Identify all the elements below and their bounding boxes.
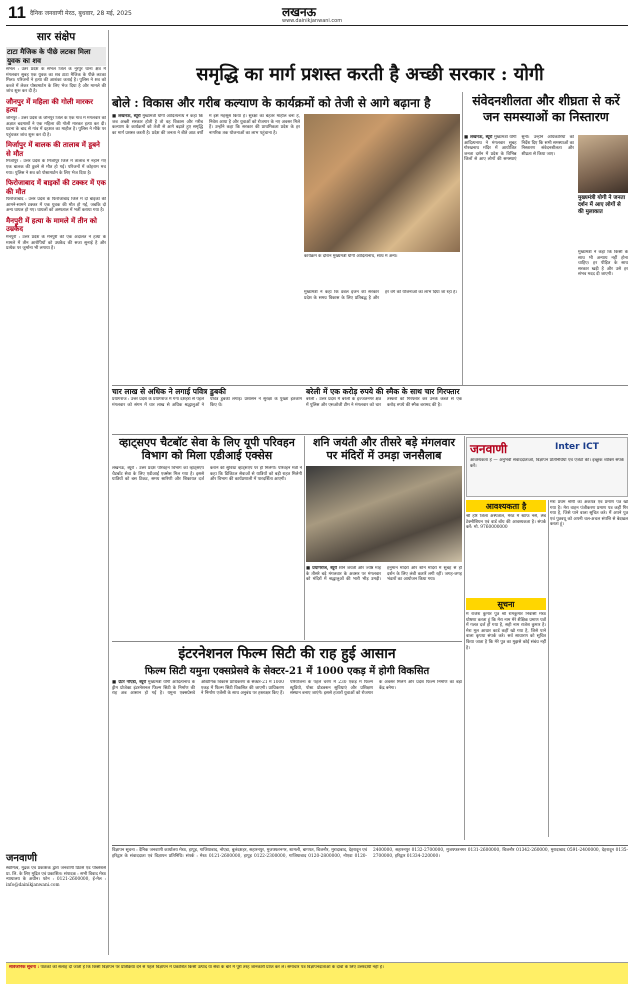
column-divider	[304, 436, 305, 640]
brief-item	[6, 47, 106, 95]
masthead-rule	[6, 25, 628, 26]
brief-item	[6, 217, 106, 252]
column-divider	[464, 436, 465, 840]
film-city-headline: फिल्म सिटी यमुना एक्सप्रेसवे के सेक्टर-21 में 1000 एकड़ में होगी विकसित	[144, 666, 430, 677]
ad-body: आवश्यकता है — अनुभवी संवाददाताओं, विज्ञापन प्रतिनिधियों एवं एजेंटों की। इच्छुक व्यक्ति संपर्क करें।	[470, 458, 624, 469]
lead-photo-caption: कार्यक्रम के दौरान मुख्यमंत्री योगी आदित्यनाथ, साथ में अन्य।	[304, 254, 398, 259]
film-city-kicker: इंटरनेशनल फिल्म सिटी की राह हुई आसान	[178, 646, 396, 662]
story-d-dateline: ■ प्रयागराज, ब्यूरो	[306, 566, 338, 571]
right-story-dateline: ■ लखनऊ, ब्यूरो	[464, 135, 493, 140]
brief-body: मिर्जापुर : उत्तर प्रदेश के मिर्जापुर जिले में तालाब में नहाने गए एक बालक की डूबने से मौत हो गई। परिजनों में कोहराम मच गया। पुलिस ने शव को पोस्टमार्टम के लिए भेज दिया है।	[6, 159, 106, 176]
site-url[interactable]: www.dainikjanwani.com	[282, 18, 343, 24]
advertisement[interactable]	[466, 437, 628, 497]
brief-title: मैनपुरी में हत्या के मामले में तीन को उम्रकैद	[6, 215, 97, 234]
film-city-body	[112, 680, 462, 840]
classifieds-heading: आवश्यकता है	[466, 500, 546, 512]
brief-body: जौनपुर : उत्तर प्रदेश के जौनपुर जिले के एक गांव में मंगलवार को अज्ञात बदमाशों ने एक महिला की गोली मारकर हत्या कर दी। घटना के बाद से गांव में दहशत का माहौल है। पुलिस ने मौके पर पहुंचकर जांच शुरू कर दी है।	[6, 115, 106, 138]
brief-item	[6, 141, 106, 176]
story-b-body: बरेली : उत्तर प्रदेश में बरेली के इज्जतनगर क्षेत्र में पुलिस और एसओजी टीम ने मंगलवार को चार तस्करों को गिरफ्तार कर उनके कब्जे से एक करोड़ रुपये की स्मैक बरामद की है।	[306, 397, 462, 408]
column-divider	[108, 30, 109, 955]
classifieds-body: श्री हरि जिला अस्पताल, मेरठ में स्टाफ नर्स, लैब टेक्नीशियन एवं वार्ड बॉय की आवश्यकता है। संपर्क करें: मो. 9760000000	[466, 514, 546, 531]
right-story-deck: मुख्यमंत्री योगी ने जनता दर्शन में आए लोगों से की मुलाकात	[578, 195, 626, 215]
story-d-headline: शनि जयंती और तीसरे बड़े मंगलवार पर मंदिरों में उमड़ा जनसैलाब	[313, 436, 455, 462]
right-story-body-continued: मुख्यमंत्री ने कहा कि किसी के साथ भी अन्याय नहीं होना चाहिए। हर पीड़ित के साथ सरकार खड़ी है और उसे हर संभव मदद दी जाएगी।	[578, 250, 628, 278]
imprint	[6, 850, 106, 960]
story-b-headline: बरेली में एक करोड़ रुपये की स्मैक के साथ चार गिरफ्तार	[306, 387, 460, 396]
section-rule	[112, 434, 628, 435]
cm-portrait-photo	[578, 135, 628, 193]
footer-label: सार्वजनिक सूचना :	[9, 965, 40, 970]
edition-name: लखनऊ	[282, 5, 317, 19]
story-a-body: प्रयागराज : उत्तर प्रदेश के प्रयागराज में गंगा दशहरा से पहले मंगलवार को संगम में चार लाख से अधिक श्रद्धालुओं ने पवित्र डुबकी लगाई। प्रशासन ने सुरक्षा के पुख्ता इंतजाम किए थे।	[112, 397, 302, 408]
temple-crowd-photo	[306, 466, 462, 562]
story-a-headline: चार लाख से अधिक ने लगाई पवित्र डुबकी	[112, 387, 226, 396]
brief-title: टाटा मैजिक के पीछे लटका मिला युवक का शव	[6, 47, 106, 66]
brief-body: संभल : उतर प्रदेश के संभल जिले के नूरपुर थाना क्षेत्र में मंगलवार सुबह एक युवक का शव टाटा मैजिक के पीछे लटका मिला। परिजनों ने हत्या की आशंका जताई है। पुलिस ने शव को कब्जे में लेकर पोस्टमार्टम के लिए भेज दिया है और मामले की जांच शुरू कर दी है।	[6, 67, 106, 95]
imprint-text: स्वामित्व, मुद्रक एवं प्रकाशक द्वारा जनवाणी प्रिंटर्स एंड पब्लिशर्स प्रा. लि. के लिए मुद्रित एवं प्रकाशित। संपादक : सभी विवाद मेरठ न्यायालय के अधीन। फोन : 0121-2600000, ई-मेल : info@dainikjanwani.com	[6, 866, 106, 888]
film-city-dateline: ■ ग्रेटर नोएडा, ब्यूरो	[112, 680, 147, 685]
section-rule	[112, 641, 462, 642]
story-c-body: लखनऊ, ब्यूरो : उत्तर प्रदेश परिवहन विभाग को व्हाट्सएप चैटबॉट सेवा के लिए एडीआई एक्सेस मिल गया है। इससे यात्रियों को बस टिकट, समय सारिणी और शिकायत दर्ज कराने की सुविधा व्हाट्सएप पर ही मिलेगी। परिवहन मंत्री ने कहा कि डिजिटल सेवाओं से यात्रियों को बड़ी राहत मिलेगी और विभाग की कार्यप्रणाली में पारदर्शिता आएगी।	[112, 466, 302, 483]
brief-title: जौनपुर में महिला की गोली मारकर हत्या	[6, 96, 93, 115]
notice-body: मैं राजेश कुमार पुत्र श्री रामकुमार निवासी मेरठ घोषणा करता हूं कि मेरा नाम मेरे शैक्षिक प्रमाण पत्रों में गलत दर्ज हो गया है, सही नाम राजेश कुमार है। मेरा मूल आधार कार्ड कहीं खो गया है, जिसे पाने वाला कृपया संपर्क करे। सर्व साधारण को सूचित किया जाता है कि मेरे पुत्र का मुझसे कोई संबंध नहीं है।	[466, 612, 546, 651]
imprint-logo: जनवाणी	[6, 853, 37, 864]
lead-dateline: ■ लखनऊ, ब्यूरो	[112, 114, 141, 119]
story-c-headline: व्हाट्सएप चैटबॉट सेवा के लिए यूपी परिवहन विभाग को मिला एडीआई एक्सेस	[119, 436, 295, 462]
ad-logo: जनवाणी	[470, 442, 508, 456]
ad-partner: Inter ICT	[555, 442, 599, 452]
lead-headline: समृद्धि का मार्ग प्रशस्त करती है अच्छी सरकार : योगी	[196, 64, 544, 85]
section-rule	[112, 385, 628, 386]
public-notice-footer	[6, 962, 628, 984]
brief-title: फिरोजाबाद में बाइकों की टक्कर में एक की मौत	[6, 178, 106, 196]
summary-heading: सार संक्षेप	[36, 31, 76, 43]
right-story-text: मुख्यमंत्री योगी आदित्यनाथ ने मंगलवार सुबह गोरखनाथ मंदिर में आयोजित जनता दर्शन में प्रदेश के विभिन्न जिलों से आए लोगों की समस्याएं सुनीं। उन्होंने अधिकारियों को निर्देश दिए कि सभी समस्याओं का निस्तारण संवेदनशीलता और शीघ्रता से किया जाए।	[464, 135, 574, 163]
contact-directory: विज्ञापन सूचना : दैनिक जनवाणी कार्यालय मेरठ, हापुड़, गाजियाबाद, नोएडा, बुलंदशहर, सहारनपुर, मुजफ्फरनगर, शामली, बागपत, बिजनौर, मुरादाबाद, देहरादून एवं हरिद्वार के संवाददाता एवं विज्ञापन प्रतिनिधि। संपर्क : मेरठ 0121-2600000, हापुड़ 0122-2300000, गाजियाबाद 0120-2800000, नोएडा 0120-2400000, सहारनपुर 0132-2700000, मुजफ्फरनगर 0131-2600000, बिजनौर 01342-260000, मुरादाबाद 0591-2400000, देहरादून 0135-2700000, हरिद्वार 01334-220000।	[112, 845, 628, 957]
story-d-body	[306, 566, 462, 638]
column-divider	[548, 500, 549, 837]
column-divider	[462, 92, 463, 385]
story-d-text: शनि जयंती और ज्येष्ठ माह के तीसरे बड़े मंगलवार के अवसर पर मंगलवार को मंदिरों में श्रद्धालुओं की भारी भीड़ उमड़ी। हनुमान मंदिरों और शनि मंदिरों में सुबह से ही दर्शन के लिए लंबी कतारें लगी रहीं। जगह-जगह भंडारों का आयोजन किया गया।	[306, 566, 462, 583]
brief-title: मिर्जापुर में बालक की तालाब में डूबने से मौत	[6, 140, 100, 158]
lead-body	[112, 114, 300, 384]
lead-body-text: मुख्यमंत्री योगी आदित्यनाथ ने कहा कि जब अच्छी सरकार होती है तो वह विकास और गरीब कल्याण के कार्यक्रमों को तेजी से आगे बढ़ाते हुए समृद्धि का मार्ग प्रशस्त करती है। प्रदेश की जनता ने बीते आठ वर्षों में इसे महसूस किया है। सुरक्षा का बेहतर माहौल बना है, निवेश आया है और युवाओं को रोजगार के नए अवसर मिले हैं। उन्होंने कहा कि सरकार की प्राथमिकता प्रदेश के हर नागरिक तक योजनाओं का लाभ पहुंचाना है।	[112, 114, 300, 136]
brief-item	[6, 179, 106, 214]
lead-photo	[304, 114, 460, 252]
brief-body: फिरोजाबाद : उत्तर प्रदेश के फिरोजाबाद जिले में दो बाइकों की आमने-सामने टक्कर में एक युवक की मौत हो गई, जबकि दो अन्य घायल हो गए। घायलों को अस्पताल में भर्ती कराया गया है।	[6, 197, 106, 214]
summary-column	[6, 30, 106, 845]
lead-body-continued: मुख्यमंत्री ने कहा कि डबल इंजन की सरकार प्रदेश के समग्र विकास के लिए प्रतिबद्ध है और हर वर्ग को योजनाओं का लाभ दिया जा रहा है।	[304, 290, 458, 301]
right-story-body	[464, 135, 574, 385]
brief-item	[6, 98, 106, 138]
brief-body: मैनपुरी : उत्तर प्रदेश के मैनपुरी की एक अदालत ने हत्या के मामले में तीन आरोपियों को उम्रकैद की सजा सुनाई है और प्रत्येक पर जुर्माना भी लगाया है।	[6, 234, 106, 252]
page-number: 11	[8, 3, 26, 22]
paper-date-strip: दैनिक जनवाणी मेरठ, बुधवार, 28 मई, 2025	[30, 10, 132, 17]
film-city-text: मुख्यमंत्री योगी आदित्यनाथ के ड्रीम प्रोजेक्ट इंटरनेशनल फिल्म सिटी के निर्माण की राह अब आसान हो गई है। यमुना एक्सप्रेसवे औद्योगिक विकास प्राधिकरण के सेक्टर-21 में 1000 एकड़ में फिल्म सिटी विकसित की जाएगी। प्राधिकरण ने निर्माण एजेंसी के साथ अनुबंध पर हस्ताक्षर किए हैं। परियोजना के पहले चरण में 230 एकड़ में फिल्म स्टूडियो, पोस्ट प्रोडक्शन सुविधाएं और प्रशिक्षण संस्थान बनाए जाएंगे। इससे हजारों युवाओं को रोजगार के अवसर मिलेंगे और प्रदेश फिल्म निर्माण का बड़ा केंद्र बनेगा।	[112, 680, 462, 697]
footer-text: पाठकों को सलाह दी जाती है कि किसी विज्ञापन पर प्रतिक्रिया देने से पहले विज्ञापन में प्रकाशित किसी उत्पाद या सेवा के बारे में पूरी तरह जानकारी प्राप्त कर लें। समाचार पत्र विज्ञापनदाताओं के दावों के लिए उत्तरदायी नहीं है।	[40, 965, 384, 970]
right-story-headline: संवेदनशीलता और शीघ्रता से करें जन समस्याओं का निस्तारण	[472, 93, 620, 124]
classifieds-right-column: मेरा प्रथम श्रेणी का अंकपत्र एवं प्रमाण पत्र खो गया है। मेरा वाहन पंजीकरण प्रमाण पत्र कहीं गिर गया है, जिसे पाने वाला सूचित करे। मैं अपने पुत्र एवं पुत्रवधू को अपनी चल-अचल संपत्ति से बेदखल करता हूं।	[550, 500, 628, 528]
notice-heading: सूचना	[466, 598, 546, 610]
lead-subhead: बोले : विकास और गरीब कल्याण के कार्यक्रमों को तेजी से आगे बढ़ाना है	[112, 96, 431, 110]
